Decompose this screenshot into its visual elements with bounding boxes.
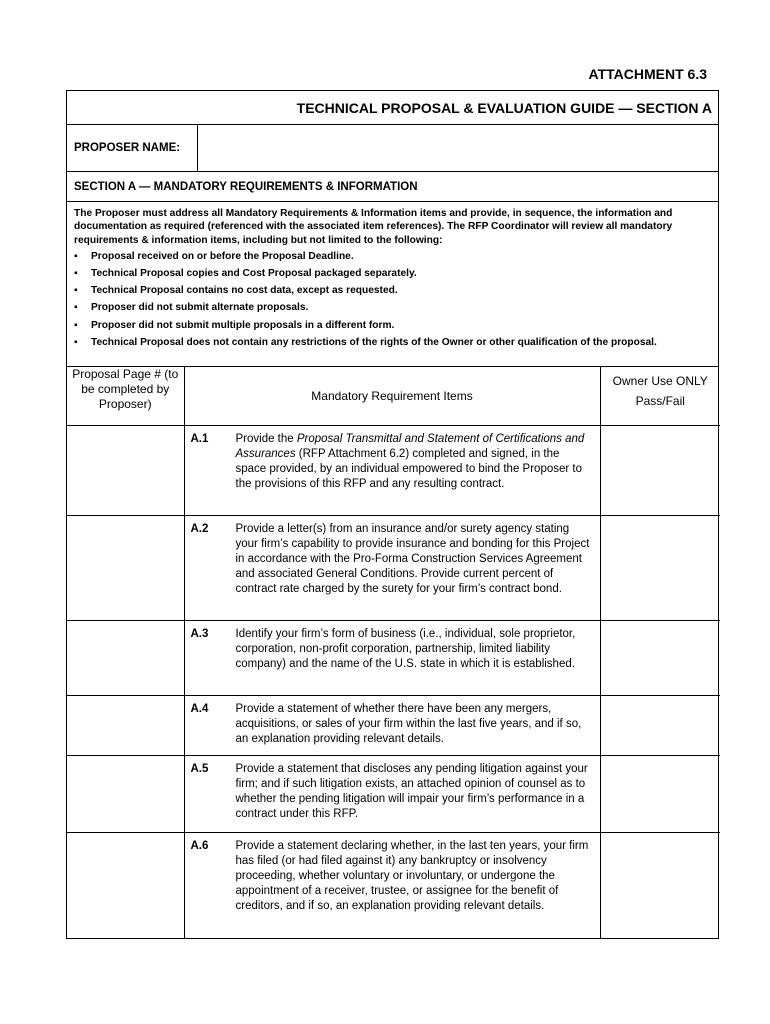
requirements-table — [67, 367, 720, 938]
table-row — [67, 696, 720, 756]
requirement-text: Provide a statement of whether there have been any mergers, acquisitions, or sales of your firm within the last five years, and if so, an explanation providing relevant details. — [235, 703, 582, 745]
requirement-id: A.6 — [190, 840, 209, 852]
table-header-row — [67, 367, 720, 426]
column-header-requirement-items: Mandatory Requirement Items — [184, 367, 600, 426]
proposal-page-cell[interactable] — [67, 833, 184, 938]
requirement-id: A.4 — [190, 703, 209, 715]
checklist-item: ▪ Technical Proposal copies and Cost Proposal packaged separately. — [74, 268, 417, 280]
checklist — [74, 250, 710, 349]
requirement-cell — [184, 621, 600, 696]
instructions-text: The Proposer must address all Mandatory Requirements & Information items and provide, in sequence, the information and documentation as required (referenced with the associated item references). The RFP Coordinator will review all mandatory requirements & information items, including but not limited to the following: — [74, 208, 673, 246]
proposal-page-cell[interactable] — [67, 756, 184, 833]
checklist-item: ▪ Technical Proposal does not contain any restrictions of the rights of the Owner or other qualification of the proposal. — [74, 336, 657, 348]
proposal-page-cell[interactable] — [67, 621, 184, 696]
proposer-name-label: PROPOSER NAME: — [67, 125, 198, 171]
requirement-text: Provide a letter(s) from an insurance and/or surety agency stating your firm’s capability to provide insurance and bonding for this Project in accordance with the Pro-Forma Construction Services Agreement and associated General Conditions. Provide current percent of contract rate charged by the surety for your firm’s contract bond. — [235, 523, 590, 595]
requirement-text: Identify your firm’s form of business (i.e., individual, sole proprietor, corporation, non-profit corporation, partnership, limited liability company) and the name of the U.S. state in which it is established. — [235, 628, 576, 670]
bullet-icon: ▪ — [74, 250, 78, 262]
requirement-cell — [184, 833, 600, 938]
pass-fail-cell[interactable] — [600, 833, 720, 938]
table-row — [67, 756, 720, 833]
owner-use-label: Owner Use ONLY — [612, 374, 708, 388]
table-row — [67, 516, 720, 621]
table-row — [67, 621, 720, 696]
column-header-owner-use — [600, 367, 720, 426]
requirement-cell — [184, 756, 600, 833]
requirement-cell — [184, 696, 600, 756]
requirement-id: A.1 — [190, 433, 209, 445]
section-heading: SECTION A — MANDATORY REQUIREMENTS & INFORMATION — [67, 172, 718, 202]
proposal-page-cell[interactable] — [67, 696, 184, 756]
pass-fail-label: Pass/Fail — [635, 394, 685, 408]
pass-fail-cell[interactable] — [600, 756, 720, 833]
proposer-name-field[interactable] — [198, 125, 718, 171]
bullet-icon: ▪ — [74, 302, 78, 314]
requirement-id: A.2 — [190, 523, 209, 535]
requirement-id: A.5 — [190, 763, 209, 775]
requirement-cell — [184, 516, 600, 621]
pass-fail-cell[interactable] — [600, 621, 720, 696]
table-row — [67, 833, 720, 938]
proposer-row — [67, 125, 718, 172]
requirement-text: Provide the Proposal Transmittal and Statement of Certifications and Assurances (RFP Attachment 6.2) completed and signed, in the space provided, by an individual empowered to bind the Proposer to the provisions of this RFP and any resulting contract. — [235, 433, 585, 490]
bullet-icon: ▪ — [74, 336, 78, 348]
evaluation-guide-form — [66, 90, 719, 939]
checklist-item: ▪ Technical Proposal contains no cost data, except as requested. — [74, 285, 398, 297]
checklist-item: ▪ Proposal received on or before the Proposal Deadline. — [74, 250, 354, 262]
requirement-cell — [184, 426, 600, 516]
bullet-icon: ▪ — [74, 285, 78, 297]
checklist-item: ▪ Proposer did not submit alternate proposals. — [74, 302, 309, 314]
requirement-id: A.3 — [190, 628, 209, 640]
column-header-proposal-page: Proposal Page # (to be completed by Proposer) — [67, 367, 184, 426]
table-row — [67, 426, 720, 516]
checklist-item: ▪ Proposer did not submit multiple proposals in a different form. — [74, 319, 395, 331]
pass-fail-cell[interactable] — [600, 426, 720, 516]
instructions-block — [67, 202, 718, 367]
attachment-label: ATTACHMENT 6.3 — [588, 66, 707, 82]
page-title: TECHNICAL PROPOSAL & EVALUATION GUIDE — SECTION A — [67, 91, 718, 125]
proposal-page-cell[interactable] — [67, 516, 184, 621]
pass-fail-cell[interactable] — [600, 696, 720, 756]
requirement-text: Provide a statement that discloses any pending litigation against your firm; and if such litigation exists, an attached opinion of counsel as to whether the pending litigation will impair your firm’s performance in a contract under this RFP. — [235, 763, 588, 820]
bullet-icon: ▪ — [74, 268, 78, 280]
proposal-page-cell[interactable] — [67, 426, 184, 516]
bullet-icon: ▪ — [74, 319, 78, 331]
requirement-text: Provide a statement declaring whether, in the last ten years, your firm has filed (or had filed against it) any bankruptcy or insolvency proceeding, whether voluntary or involuntary, or undergone the appointment of a receiver, trustee, or assignee for the benefit of creditors, and if so, an explanation providing relevant details. — [235, 840, 589, 912]
pass-fail-cell[interactable] — [600, 516, 720, 621]
